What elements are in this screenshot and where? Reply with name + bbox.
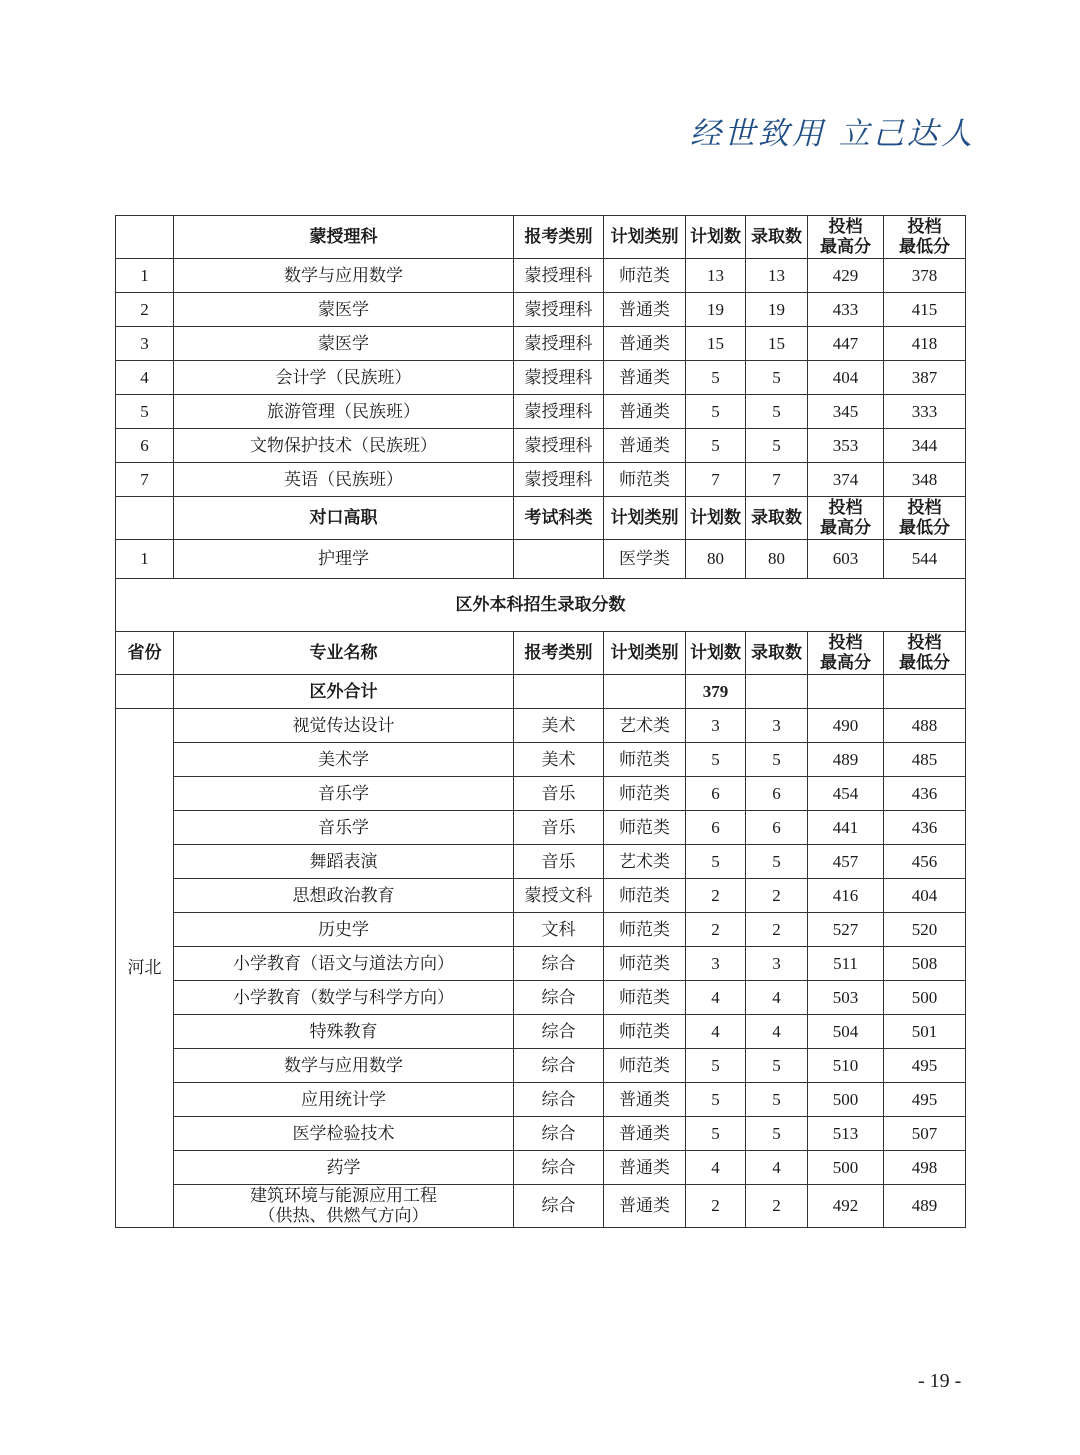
- major-name: 护理学: [174, 540, 514, 579]
- max-score-cell: 490: [808, 709, 884, 743]
- min-score-cell: 508: [884, 947, 966, 981]
- quwai-total-row: [116, 675, 966, 709]
- max-score-cell: 416: [808, 879, 884, 913]
- admit-count-cell: 3: [746, 709, 808, 743]
- category-cell: 综合: [514, 1117, 604, 1151]
- admit-count-cell: 4: [746, 1015, 808, 1049]
- col-header-category: 考试科类: [514, 497, 604, 540]
- category-cell: 蒙授文科: [514, 879, 604, 913]
- plan-type-cell: 普通类: [604, 1083, 686, 1117]
- min-score-cell: 501: [884, 1015, 966, 1049]
- blank-cell: [808, 675, 884, 709]
- plan-type-cell: 师范类: [604, 811, 686, 845]
- max-score-cell: 503: [808, 981, 884, 1015]
- major-name: 英语（民族班）: [174, 463, 514, 497]
- category-cell: 蒙授理科: [514, 293, 604, 327]
- quwai-total-label: 区外合计: [174, 675, 514, 709]
- plan-type-cell: 艺术类: [604, 709, 686, 743]
- col-header-min-score: 投档 最低分: [884, 632, 966, 675]
- plan-type-cell: 师范类: [604, 1049, 686, 1083]
- category-cell: 综合: [514, 947, 604, 981]
- min-score-cell: 333: [884, 395, 966, 429]
- plan-type-cell: 普通类: [604, 1117, 686, 1151]
- row-number: 2: [116, 293, 174, 327]
- category-cell: 综合: [514, 1151, 604, 1185]
- table-row: [116, 743, 966, 777]
- major-name: 舞蹈表演: [174, 845, 514, 879]
- header-blank-cell: [116, 216, 174, 259]
- min-score-cell: 344: [884, 429, 966, 463]
- major-name: 视觉传达设计: [174, 709, 514, 743]
- max-score-cell: 404: [808, 361, 884, 395]
- admit-count-cell: 4: [746, 981, 808, 1015]
- table-row: [116, 777, 966, 811]
- plan-count-cell: 6: [686, 811, 746, 845]
- blank-cell: [514, 675, 604, 709]
- major-name: 药学: [174, 1151, 514, 1185]
- plan-count-cell: 4: [686, 981, 746, 1015]
- province-cell: 河北: [116, 709, 174, 1228]
- min-score-cell: 485: [884, 743, 966, 777]
- table-row: [116, 429, 966, 463]
- max-score-cell: 489: [808, 743, 884, 777]
- col-header-min-score: 投档 最低分: [884, 497, 966, 540]
- admit-count-cell: 5: [746, 429, 808, 463]
- min-score-cell: 387: [884, 361, 966, 395]
- category-cell: 蒙授理科: [514, 327, 604, 361]
- major-name: 建筑环境与能源应用工程 （供热、供燃气方向）: [174, 1185, 514, 1228]
- plan-count-cell: 6: [686, 777, 746, 811]
- category-cell: 蒙授理科: [514, 259, 604, 293]
- plan-type-cell: 艺术类: [604, 845, 686, 879]
- admit-count-cell: 15: [746, 327, 808, 361]
- duikou-header-row: [116, 497, 966, 540]
- min-score-cell: 495: [884, 1083, 966, 1117]
- table-row: [116, 913, 966, 947]
- max-score-cell: 447: [808, 327, 884, 361]
- major-name: 美术学: [174, 743, 514, 777]
- table-row: [116, 947, 966, 981]
- major-name: 文物保护技术（民族班）: [174, 429, 514, 463]
- major-name: 会计学（民族班）: [174, 361, 514, 395]
- plan-type-cell: 师范类: [604, 743, 686, 777]
- row-number: 1: [116, 259, 174, 293]
- table-row: [116, 293, 966, 327]
- max-score-cell: 454: [808, 777, 884, 811]
- admit-count-cell: 2: [746, 1185, 808, 1228]
- plan-type-cell: 普通类: [604, 429, 686, 463]
- col-header-max-score: 投档 最高分: [808, 497, 884, 540]
- category-cell: 综合: [514, 1185, 604, 1228]
- plan-count-cell: 3: [686, 947, 746, 981]
- max-score-cell: 504: [808, 1015, 884, 1049]
- page-number: - 19 -: [918, 1370, 962, 1392]
- major-name: 应用统计学: [174, 1083, 514, 1117]
- min-score-cell: 544: [884, 540, 966, 579]
- max-score-cell: 527: [808, 913, 884, 947]
- col-header-plan: 计划数: [686, 632, 746, 675]
- col-header-plan-type: 计划类别: [604, 632, 686, 675]
- table-row: [116, 463, 966, 497]
- category-cell: 综合: [514, 1049, 604, 1083]
- col-header-max-score: 投档 最高分: [808, 216, 884, 259]
- duikou-section-title: 对口高职: [174, 497, 514, 540]
- table-row: [116, 1117, 966, 1151]
- plan-count-cell: 7: [686, 463, 746, 497]
- plan-count-cell: 13: [686, 259, 746, 293]
- plan-type-cell: 普通类: [604, 395, 686, 429]
- plan-type-cell: 师范类: [604, 463, 686, 497]
- table-row: [116, 327, 966, 361]
- admit-count-cell: 5: [746, 1117, 808, 1151]
- admit-count-cell: 5: [746, 395, 808, 429]
- max-score-cell: 441: [808, 811, 884, 845]
- row-number: 1: [116, 540, 174, 579]
- table-row: [116, 709, 966, 743]
- category-cell: 蒙授理科: [514, 361, 604, 395]
- category-cell: 蒙授理科: [514, 395, 604, 429]
- table-row: [116, 845, 966, 879]
- table-row: [116, 395, 966, 429]
- min-score-cell: 520: [884, 913, 966, 947]
- admit-count-cell: 2: [746, 879, 808, 913]
- min-score-cell: 456: [884, 845, 966, 879]
- min-score-cell: 415: [884, 293, 966, 327]
- admit-count-cell: 5: [746, 1049, 808, 1083]
- admit-count-cell: 80: [746, 540, 808, 579]
- plan-count-cell: 19: [686, 293, 746, 327]
- min-score-cell: 507: [884, 1117, 966, 1151]
- plan-count-cell: 5: [686, 743, 746, 777]
- quwai-total-plan: 379: [686, 675, 746, 709]
- col-header-admit: 录取数: [746, 216, 808, 259]
- plan-count-cell: 5: [686, 1049, 746, 1083]
- motto-slogan: 经世致用 立己达人: [690, 116, 975, 152]
- max-score-cell: 353: [808, 429, 884, 463]
- min-score-cell: 495: [884, 1049, 966, 1083]
- min-score-cell: 498: [884, 1151, 966, 1185]
- category-cell: 音乐: [514, 845, 604, 879]
- plan-type-cell: 师范类: [604, 947, 686, 981]
- admit-count-cell: 3: [746, 947, 808, 981]
- category-cell: 综合: [514, 1015, 604, 1049]
- plan-type-cell: 师范类: [604, 1015, 686, 1049]
- quwai-title-row: [116, 579, 966, 632]
- table-row: [116, 981, 966, 1015]
- col-header-max-score: 投档 最高分: [808, 632, 884, 675]
- plan-count-cell: 80: [686, 540, 746, 579]
- col-header-admit: 录取数: [746, 632, 808, 675]
- min-score-cell: 404: [884, 879, 966, 913]
- table-row: [116, 1185, 966, 1228]
- col-header-admit: 录取数: [746, 497, 808, 540]
- max-score-cell: 513: [808, 1117, 884, 1151]
- category-cell: 综合: [514, 1083, 604, 1117]
- category-cell: 蒙授理科: [514, 429, 604, 463]
- min-score-cell: 488: [884, 709, 966, 743]
- plan-count-cell: 15: [686, 327, 746, 361]
- plan-type-cell: 普通类: [604, 293, 686, 327]
- plan-type-cell: 普通类: [604, 1151, 686, 1185]
- col-header-category: 报考类别: [514, 632, 604, 675]
- col-header-plan: 计划数: [686, 497, 746, 540]
- table-row: [116, 361, 966, 395]
- blank-cell: [116, 675, 174, 709]
- plan-type-cell: 普通类: [604, 1185, 686, 1228]
- min-score-cell: 436: [884, 777, 966, 811]
- col-header-min-score: 投档 最低分: [884, 216, 966, 259]
- row-number: 5: [116, 395, 174, 429]
- admit-count-cell: 5: [746, 1083, 808, 1117]
- plan-count-cell: 5: [686, 395, 746, 429]
- quwai-header-row: [116, 632, 966, 675]
- admit-count-cell: 2: [746, 913, 808, 947]
- plan-count-cell: 5: [686, 845, 746, 879]
- admit-count-cell: 19: [746, 293, 808, 327]
- admit-count-cell: 6: [746, 811, 808, 845]
- table-row: [116, 259, 966, 293]
- col-header-category: 报考类别: [514, 216, 604, 259]
- major-name: 旅游管理（民族班）: [174, 395, 514, 429]
- plan-count-cell: 5: [686, 429, 746, 463]
- col-header-major-name: 专业名称: [174, 632, 514, 675]
- major-name: 音乐学: [174, 777, 514, 811]
- major-name: 历史学: [174, 913, 514, 947]
- admit-count-cell: 5: [746, 743, 808, 777]
- category-cell: [514, 540, 604, 579]
- major-name: 蒙医学: [174, 293, 514, 327]
- quwai-section-title: 区外本科招生录取分数: [116, 579, 966, 632]
- category-cell: 音乐: [514, 777, 604, 811]
- major-name: 思想政治教育: [174, 879, 514, 913]
- col-header-plan-type: 计划类别: [604, 497, 686, 540]
- plan-type-cell: 师范类: [604, 981, 686, 1015]
- plan-count-cell: 2: [686, 1185, 746, 1228]
- major-name: 数学与应用数学: [174, 259, 514, 293]
- plan-count-cell: 5: [686, 1117, 746, 1151]
- row-number: 3: [116, 327, 174, 361]
- plan-count-cell: 2: [686, 879, 746, 913]
- table-row: [116, 540, 966, 579]
- max-score-cell: 492: [808, 1185, 884, 1228]
- category-cell: 综合: [514, 981, 604, 1015]
- category-cell: 美术: [514, 709, 604, 743]
- table-row: [116, 1083, 966, 1117]
- major-name: 小学教育（数学与科学方向）: [174, 981, 514, 1015]
- max-score-cell: 500: [808, 1151, 884, 1185]
- plan-type-cell: 医学类: [604, 540, 686, 579]
- admit-count-cell: 5: [746, 845, 808, 879]
- major-name: 音乐学: [174, 811, 514, 845]
- blank-cell: [746, 675, 808, 709]
- row-number: 7: [116, 463, 174, 497]
- min-score-cell: 489: [884, 1185, 966, 1228]
- plan-count-cell: 2: [686, 913, 746, 947]
- max-score-cell: 457: [808, 845, 884, 879]
- menggou-section-title: 蒙授理科: [174, 216, 514, 259]
- row-number: 4: [116, 361, 174, 395]
- row-number: 6: [116, 429, 174, 463]
- major-name: 数学与应用数学: [174, 1049, 514, 1083]
- admit-count-cell: 13: [746, 259, 808, 293]
- blank-cell: [604, 675, 686, 709]
- major-name: 蒙医学: [174, 327, 514, 361]
- plan-type-cell: 师范类: [604, 777, 686, 811]
- plan-type-cell: 师范类: [604, 913, 686, 947]
- plan-count-cell: 4: [686, 1151, 746, 1185]
- plan-type-cell: 师范类: [604, 259, 686, 293]
- plan-type-cell: 普通类: [604, 327, 686, 361]
- max-score-cell: 429: [808, 259, 884, 293]
- plan-count-cell: 3: [686, 709, 746, 743]
- max-score-cell: 511: [808, 947, 884, 981]
- min-score-cell: 348: [884, 463, 966, 497]
- min-score-cell: 418: [884, 327, 966, 361]
- header-blank-cell: [116, 497, 174, 540]
- col-header-plan-type: 计划类别: [604, 216, 686, 259]
- admit-count-cell: 5: [746, 361, 808, 395]
- category-cell: 蒙授理科: [514, 463, 604, 497]
- admit-count-cell: 7: [746, 463, 808, 497]
- major-name: 特殊教育: [174, 1015, 514, 1049]
- max-score-cell: 510: [808, 1049, 884, 1083]
- min-score-cell: 500: [884, 981, 966, 1015]
- max-score-cell: 500: [808, 1083, 884, 1117]
- category-cell: 美术: [514, 743, 604, 777]
- min-score-cell: 378: [884, 259, 966, 293]
- admission-score-table: [115, 215, 966, 1228]
- plan-count-cell: 5: [686, 361, 746, 395]
- blank-cell: [884, 675, 966, 709]
- plan-count-cell: 5: [686, 1083, 746, 1117]
- table-row: [116, 1151, 966, 1185]
- category-cell: 音乐: [514, 811, 604, 845]
- plan-type-cell: 师范类: [604, 879, 686, 913]
- admit-count-cell: 4: [746, 1151, 808, 1185]
- admit-count-cell: 6: [746, 777, 808, 811]
- table-row: [116, 1015, 966, 1049]
- max-score-cell: 433: [808, 293, 884, 327]
- table-row: [116, 1049, 966, 1083]
- plan-count-cell: 4: [686, 1015, 746, 1049]
- max-score-cell: 374: [808, 463, 884, 497]
- col-header-province: 省份: [116, 632, 174, 675]
- table-row: [116, 811, 966, 845]
- max-score-cell: 345: [808, 395, 884, 429]
- max-score-cell: 603: [808, 540, 884, 579]
- menggou-header-row: [116, 216, 966, 259]
- category-cell: 文科: [514, 913, 604, 947]
- col-header-plan: 计划数: [686, 216, 746, 259]
- major-name: 医学检验技术: [174, 1117, 514, 1151]
- major-name: 小学教育（语文与道法方向）: [174, 947, 514, 981]
- table-row: [116, 879, 966, 913]
- plan-type-cell: 普通类: [604, 361, 686, 395]
- min-score-cell: 436: [884, 811, 966, 845]
